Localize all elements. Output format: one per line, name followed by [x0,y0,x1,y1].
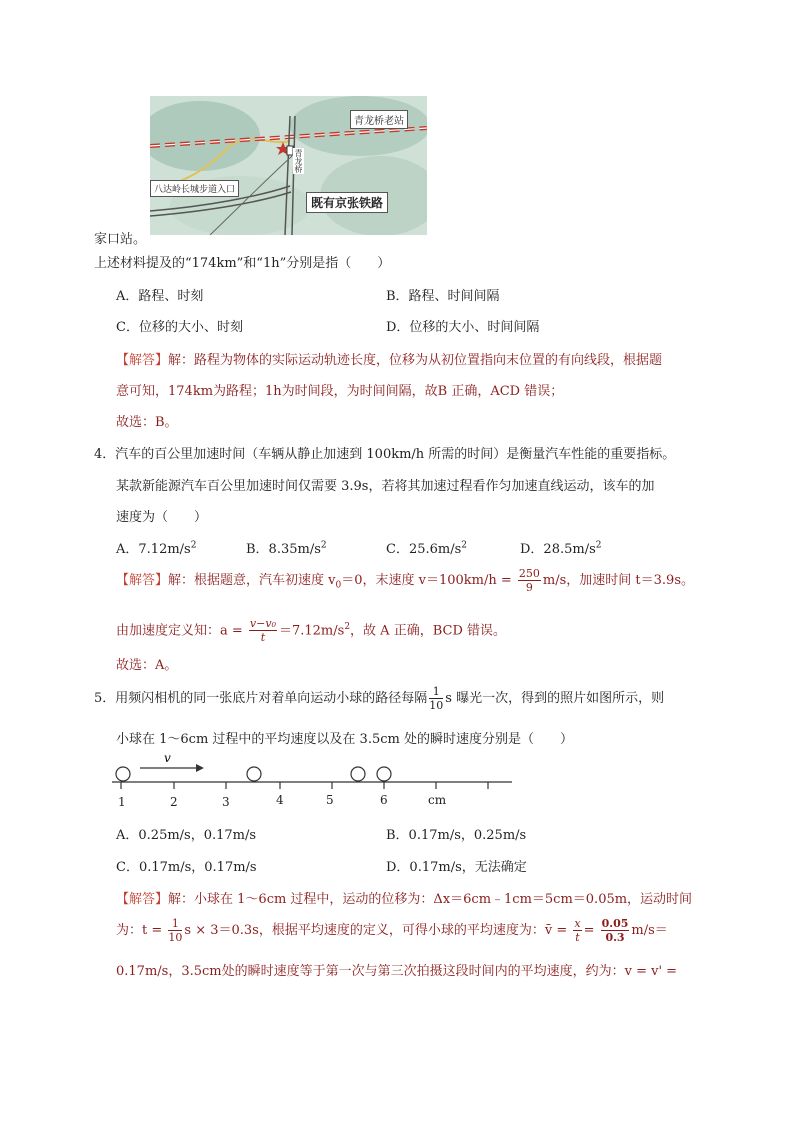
q5-option-a: A．0.25m/s，0.17m/s [116,828,257,843]
q5-t-fraction [168,918,182,943]
q4-stem-line3: 速度为（ ） [116,510,208,525]
v-label: v [164,752,171,765]
tick-label-1: 1 [118,795,126,809]
q5-answer-text2c: = [583,923,595,938]
q3-stem: 上述材料提及的“174km”和“1h”分别是指（ ） [94,256,391,271]
q5-answer-text2b: s × 3＝0.3s，根据平均速度的定义，可得小球的平均速度为：v̄ = [184,923,568,938]
q3-option-c: C．位移的大小、时刻 [116,320,243,335]
q4-answer-text1c: m/s，加速时间 t＝3.9s。 [542,573,695,588]
map-label-railway: 既有京张铁路 [306,192,388,213]
ball-1 [116,767,130,781]
q5-t-frac-den: 10 [168,931,183,944]
intro-tail: 家口站。 [94,232,147,247]
q5-answer-line1 [116,888,692,907]
strobe-figure [108,752,518,814]
q4-option-b-text: B．8.35m/s [246,542,321,557]
q3-answer-line1 [116,349,662,368]
q5-answer-text1: 解：小球在 1～6cm 过程中，运动的位移为：Δx＝6cm﹣1cm＝5cm＝0.05m，运动时间 [168,892,693,907]
arrow-head-icon [196,764,204,772]
q4-answer-text2a: 由加速度定义知：a = [116,623,243,639]
q5-v2-frac-den: 0.3 [605,931,625,944]
q3-option-d: D．位移的大小、时间间隔 [386,320,540,335]
tick-label-3: 3 [222,795,230,809]
q4-option-d [520,538,601,557]
q5-v-frac-den: t [575,931,580,944]
q3-answer-text1: 解：路程为物体的实际运动轨迹长度，位移为从初位置指向末位置的有向线段，根据题 [168,353,663,368]
q3-choose: 故选：B。 [116,415,178,430]
q5-stem-line2: 小球在 1～6cm 过程中的平均速度以及在 3.5cm 处的瞬时速度分别是（ ） [116,732,573,747]
tick-label-5: 5 [326,793,334,807]
q4-answer-text2c: ，故 A 正确，BCD 错误。 [350,623,506,639]
q5-v2-frac-num: 0.05 [601,917,629,930]
tick-label-4: 4 [276,793,284,807]
q4-answer-text1a: 解：根据题意，汽车初速度 v [168,573,336,588]
q3-answer-line2: 意可知，174km为路程；1h为时间段，为时间间隔，故B 正确，ACD 错误； [116,384,564,399]
q4-answer-text1b: ＝0，末速度 v＝100km/h = [341,573,512,588]
q5-frac-den: 10 [429,699,444,712]
map-label-entrance: 八达岭长城步道入口 [150,180,239,197]
q4-frac-den: 9 [525,581,533,594]
railway-map-image [150,96,427,235]
q4-answer-fraction2 [249,618,277,643]
ball-3 [351,767,365,781]
q4-option-d-sup: 2 [595,540,602,551]
q4-answer-fraction [518,568,541,593]
q5-answer-text2d: m/s＝ [631,923,668,938]
q5-stem-text1b: s 曝光一次，得到的照片如图所示，则 [445,691,665,706]
q5-v-frac-num: x [574,917,581,930]
q3-option-a: A．路程、时刻 [116,289,204,304]
q4-answer-tag: 【解答】 [116,573,169,588]
q4-option-c [386,538,467,557]
q5-option-d: D．0.17m/s，无法确定 [386,860,527,875]
q5-answer-tag: 【解答】 [116,892,169,907]
tick-label-6: 6 [380,793,388,807]
q3-answer-tag: 【解答】 [116,353,169,368]
map-label-station: 青龙桥老站 [350,110,408,129]
q5-stem-fraction [429,686,443,711]
q5-v-fraction [573,918,581,943]
tick-label-2: 2 [170,795,178,809]
q5-v2-fraction [601,918,630,943]
q4-option-a-sup: 2 [190,540,197,551]
q3-option-b: B．路程、时间间隔 [386,289,500,304]
q4-answer-sub0: 0 [335,580,342,591]
q5-stem-text1a: 5．用频闪相机的同一张底片对着单向运动小球的路径每隔 [94,691,428,706]
q4-answer-line1 [116,566,694,601]
map-label-vertical-text: 青龙桥 [294,149,303,173]
ball-2 [247,767,261,781]
q4-option-b-sup: 2 [320,540,327,551]
q5-option-b: B．0.17m/s，0.25m/s [386,828,527,843]
q4-option-a-text: A．7.12m/s [116,542,191,557]
q5-answer-text2a: 为：t = [116,923,163,938]
q5-frac-num: 1 [429,686,443,699]
q4-answer-text2b: ＝7.12m/s [278,623,345,639]
ball-4 [377,767,391,781]
tick-label-cm: cm [428,793,447,807]
q4-option-c-text: C．25.6m/s [386,542,462,557]
q4-stem-line1: 4．汽车的百公里加速时间（车辆从静止加速到 100km/h 所需的时间）是衡量汽车性能的重要指标。 [94,447,676,462]
q5-answer-line3: 0.17m/s，3.5cm处的瞬时速度等于第一次与第三次拍摄这段时间内的平均速度，约为：v = v' = [116,964,678,979]
q4-answer-sup: 2 [344,622,351,632]
q5-t-frac-num: 1 [168,918,182,931]
q5-answer-line2 [116,914,668,948]
q5-option-c: C．0.17m/s，0.17m/s [116,860,257,875]
q4-option-b [246,538,327,557]
q4-option-a [116,538,196,557]
map-label-vertical [293,148,304,174]
q4-frac2-den: t [260,631,266,645]
q4-frac2-num: v−v₀ [249,617,276,631]
q4-option-d-text: D．28.5m/s [520,542,596,557]
q4-frac-num: 250 [518,567,540,580]
q4-stem-line2: 某款新能源汽车百公里加速时间仅需要 3.9s，若将其加速过程看作匀加速直线运动，该车的加 [116,479,655,494]
q4-option-c-sup: 2 [461,540,468,551]
q4-choose: 故选：A。 [116,658,178,673]
q4-answer-line2 [116,612,506,646]
q5-stem-line1 [94,684,664,714]
